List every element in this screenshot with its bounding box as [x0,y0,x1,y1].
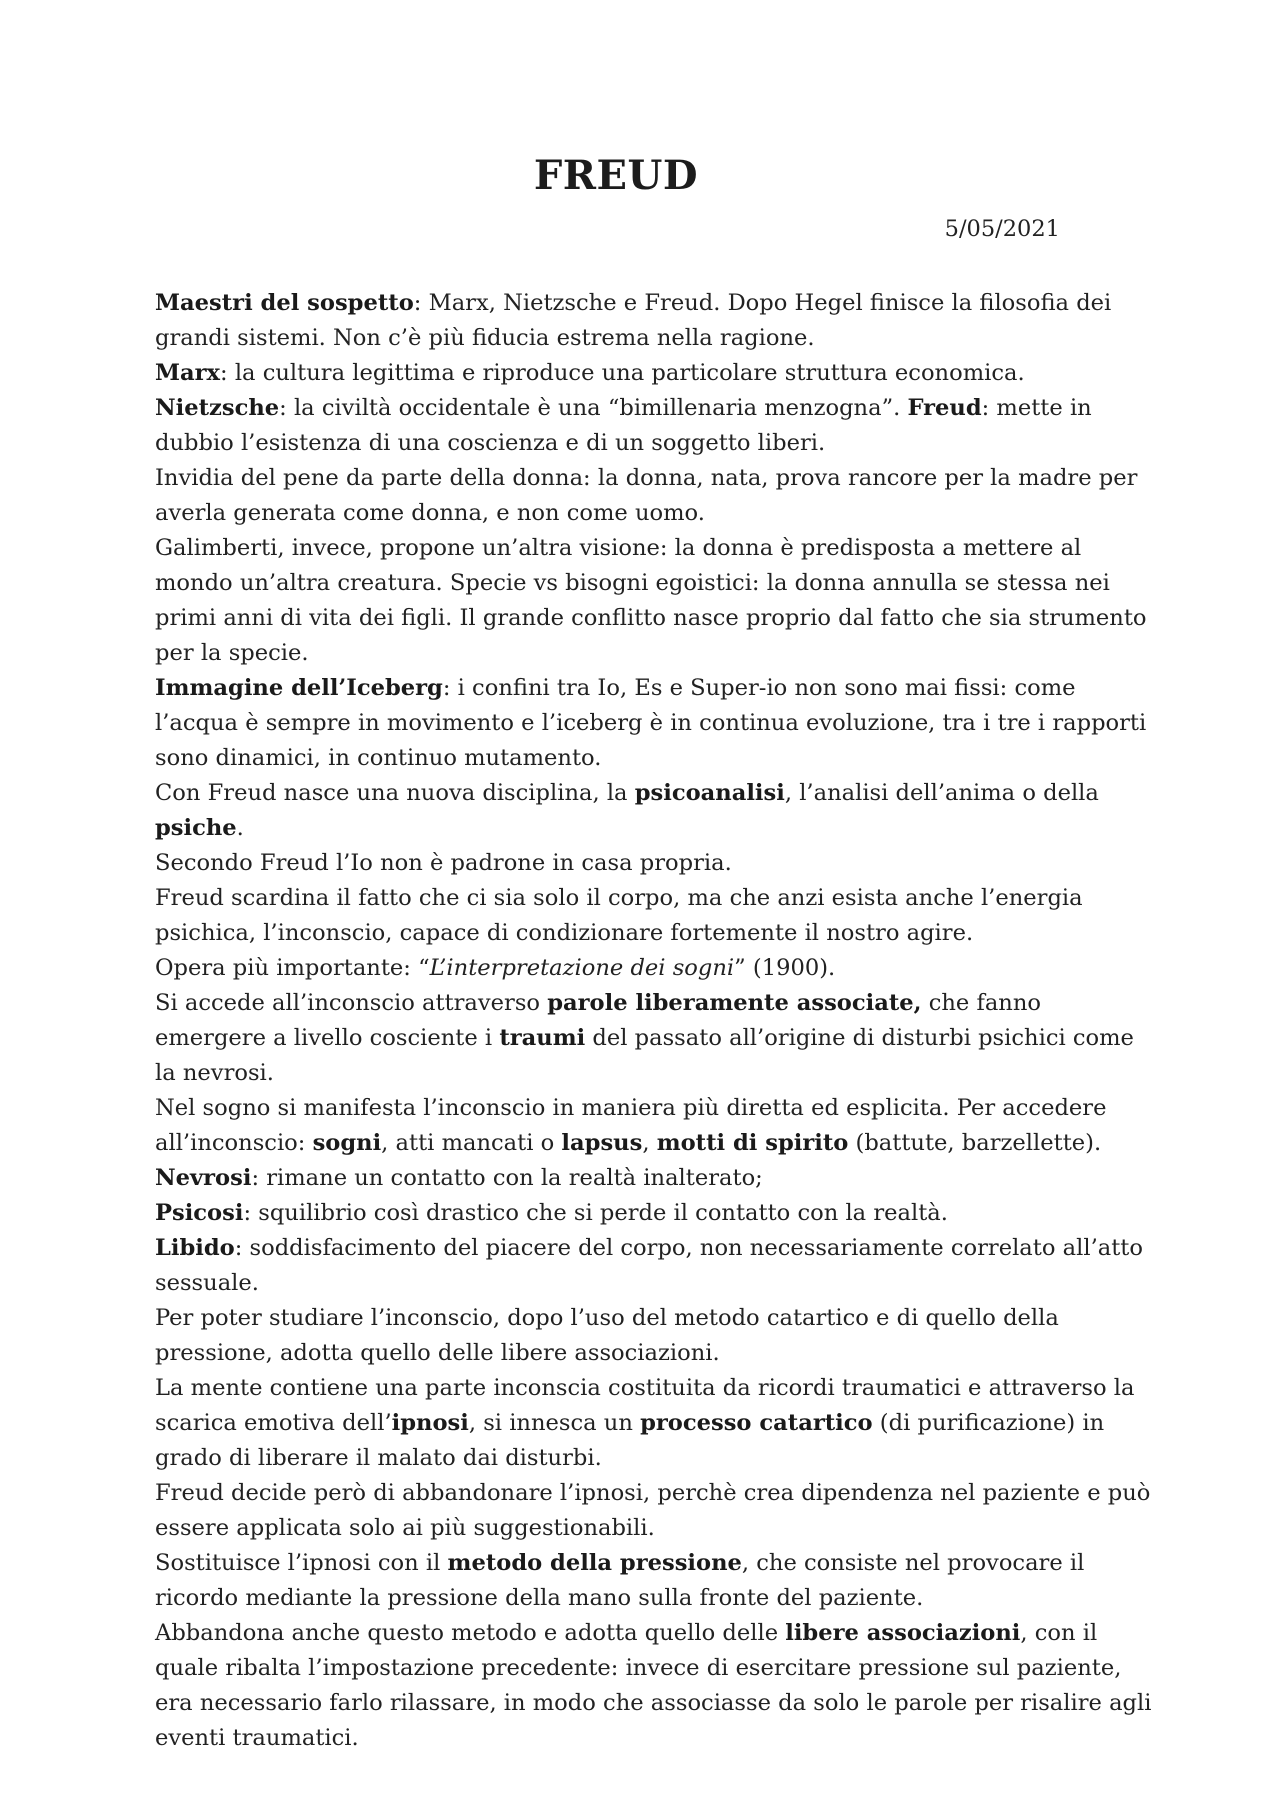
text-run: : mette in dubbio l’esistenza di una coscienza e di un soggetto liberi. [155,395,1092,456]
bold-term: Libido [155,1235,235,1261]
text-run: Invidia del pene da parte della donna: la donna, nata, prova rancore per la madre per averla generata come donna, e non come uomo. [155,465,1138,526]
text-run: che fanno emergere a livello cosciente i [155,990,1042,1051]
paragraph [155,1161,1155,1196]
document-body [155,286,1155,1756]
text-run: : rimane un contatto con la realtà inalterato; [251,1165,763,1191]
paragraph [155,1371,1155,1476]
bold-term: psiche [155,815,237,841]
text-run: , atti mancati o [381,1130,562,1156]
text-run: La mente contiene una parte inconscia costituita da ricordi traumatici e attraverso la scarica emotiva dell’ [155,1375,1135,1436]
text-run: ” (1900). [734,955,836,981]
text-run: , [642,1130,657,1156]
bold-term: lapsus [561,1130,643,1156]
bold-term: Nietzsche [155,395,280,421]
bold-term: processo catartico [640,1410,873,1436]
text-run: Freud decide però di abbandonare l’ipnosi, perchè crea dipendenza nel paziente e può essere applicata solo ai più suggestionabili. [155,1480,1151,1541]
text-run: : la cultura legittima e riproduce una particolare struttura economica. [220,360,1025,386]
bold-term: Nevrosi [155,1165,252,1191]
text-run: , l’analisi dell’anima o della [784,780,1099,806]
paragraph [155,461,1155,531]
bold-term: sogni [312,1130,382,1156]
paragraph [155,1196,1155,1231]
paragraph [155,986,1155,1091]
text-run: . [236,815,244,841]
text-run: Con Freud nasce una nuova disciplina, la [155,780,635,806]
text-run: Sostituisce l’ipnosi con il [155,1550,448,1576]
text-run: Secondo Freud l’Io non è padrone in casa propria. [155,850,732,876]
paragraph [155,286,1155,356]
text-run: Nel sogno si manifesta l’inconscio in maniera più diretta ed esplicita. Per accedere all’inconscio: [155,1095,1107,1156]
bold-term: metodo della pressione [447,1550,742,1576]
text-run: : squilibrio così drastico che si perde il contatto con la realtà. [243,1200,948,1226]
paragraph [155,356,1155,461]
text-run: (di purificazione) in grado di liberare il malato dai disturbi. [155,1410,1105,1471]
paragraph [155,531,1155,671]
text-run: Si accede all’inconscio attraverso [155,990,548,1016]
bold-term: psicoanalisi [634,780,785,806]
bold-term: Maestri del sospetto [155,290,414,316]
text-run: (battute, barzellette). [848,1130,1102,1156]
document-date: 5/05/2021 [944,216,1060,242]
paragraph [155,671,1155,776]
paragraph [155,776,1155,846]
bold-term: motti di spirito [656,1130,849,1156]
bold-term: Psicosi [155,1200,244,1226]
paragraph [155,1091,1155,1161]
paragraph [155,1616,1155,1756]
bold-term: ipnosi [391,1410,469,1436]
text-run: , con il quale ribalta l’impostazione precedente: invece di esercitare pressione sul paziente, era necessario farlo rilassare, in modo che associasse da solo le parole per risalire agli eventi traumatici. [155,1620,1152,1751]
paragraph [155,951,1155,986]
text-run: Per poter studiare l’inconscio, dopo l’uso del metodo catartico e di quello della pressione, adotta quello delle libere associazioni. [155,1305,1059,1366]
text-run: : i confini tra Io, Es e Super-io non sono mai fissi: come l’acqua è sempre in movimento e l’iceberg è in continua evoluzione, tra i tre i rapporti sono dinamici, in continuo mutamento. [155,675,1147,771]
text-run: Opera più importante: “ [155,955,430,981]
bold-term: Immagine dell’Iceberg [155,675,443,701]
bold-term: traumi [499,1025,586,1051]
italic-title: L’interpretazione dei sogni [429,955,735,981]
paragraph [155,1231,1155,1301]
text-run: Galimberti, invece, propone un’altra visione: la donna è predisposta a mettere al mondo un’altra creatura. Specie vs bisogni egoistici: la donna annulla se stessa nei primi anni di vita dei figli. Il grande conflitto nasce proprio dal fatto che sia strumento per la specie. [155,535,1147,666]
text-run: , che consiste nel provocare il ricordo mediante la pressione della mano sulla fronte del paziente. [155,1550,1085,1611]
paragraph [155,1476,1155,1546]
bold-term: parole liberamente associate, [547,990,922,1016]
page-title: FREUD [533,152,699,199]
text-run: : la civiltà occidentale è una “bimillenaria menzogna”. [279,395,908,421]
text-run: Abbandona anche questo metodo e adotta quello delle [155,1620,786,1646]
paragraph [155,881,1155,951]
text-run: , si innesca un [468,1410,641,1436]
paragraph [155,846,1155,881]
paragraph [155,1301,1155,1371]
text-run: del passato all’origine di disturbi psichici come la nevrosi. [155,1025,1134,1086]
bold-term: libere associazioni [785,1620,1021,1646]
bold-term: Freud [907,395,982,421]
text-run: : soddisfacimento del piacere del corpo, non necessariamente correlato all’atto sessuale. [155,1235,1143,1296]
bold-term: Marx [155,360,221,386]
paragraph [155,1546,1155,1616]
text-run: Freud scardina il fatto che ci sia solo il corpo, ma che anzi esista anche l’energia psichica, l’inconscio, capace di condizionare fortemente il nostro agire. [155,885,1083,946]
text-run: : Marx, Nietzsche e Freud. Dopo Hegel finisce la filosofia dei grandi sistemi. Non c’è più fiducia estrema nella ragione. [155,290,1112,351]
